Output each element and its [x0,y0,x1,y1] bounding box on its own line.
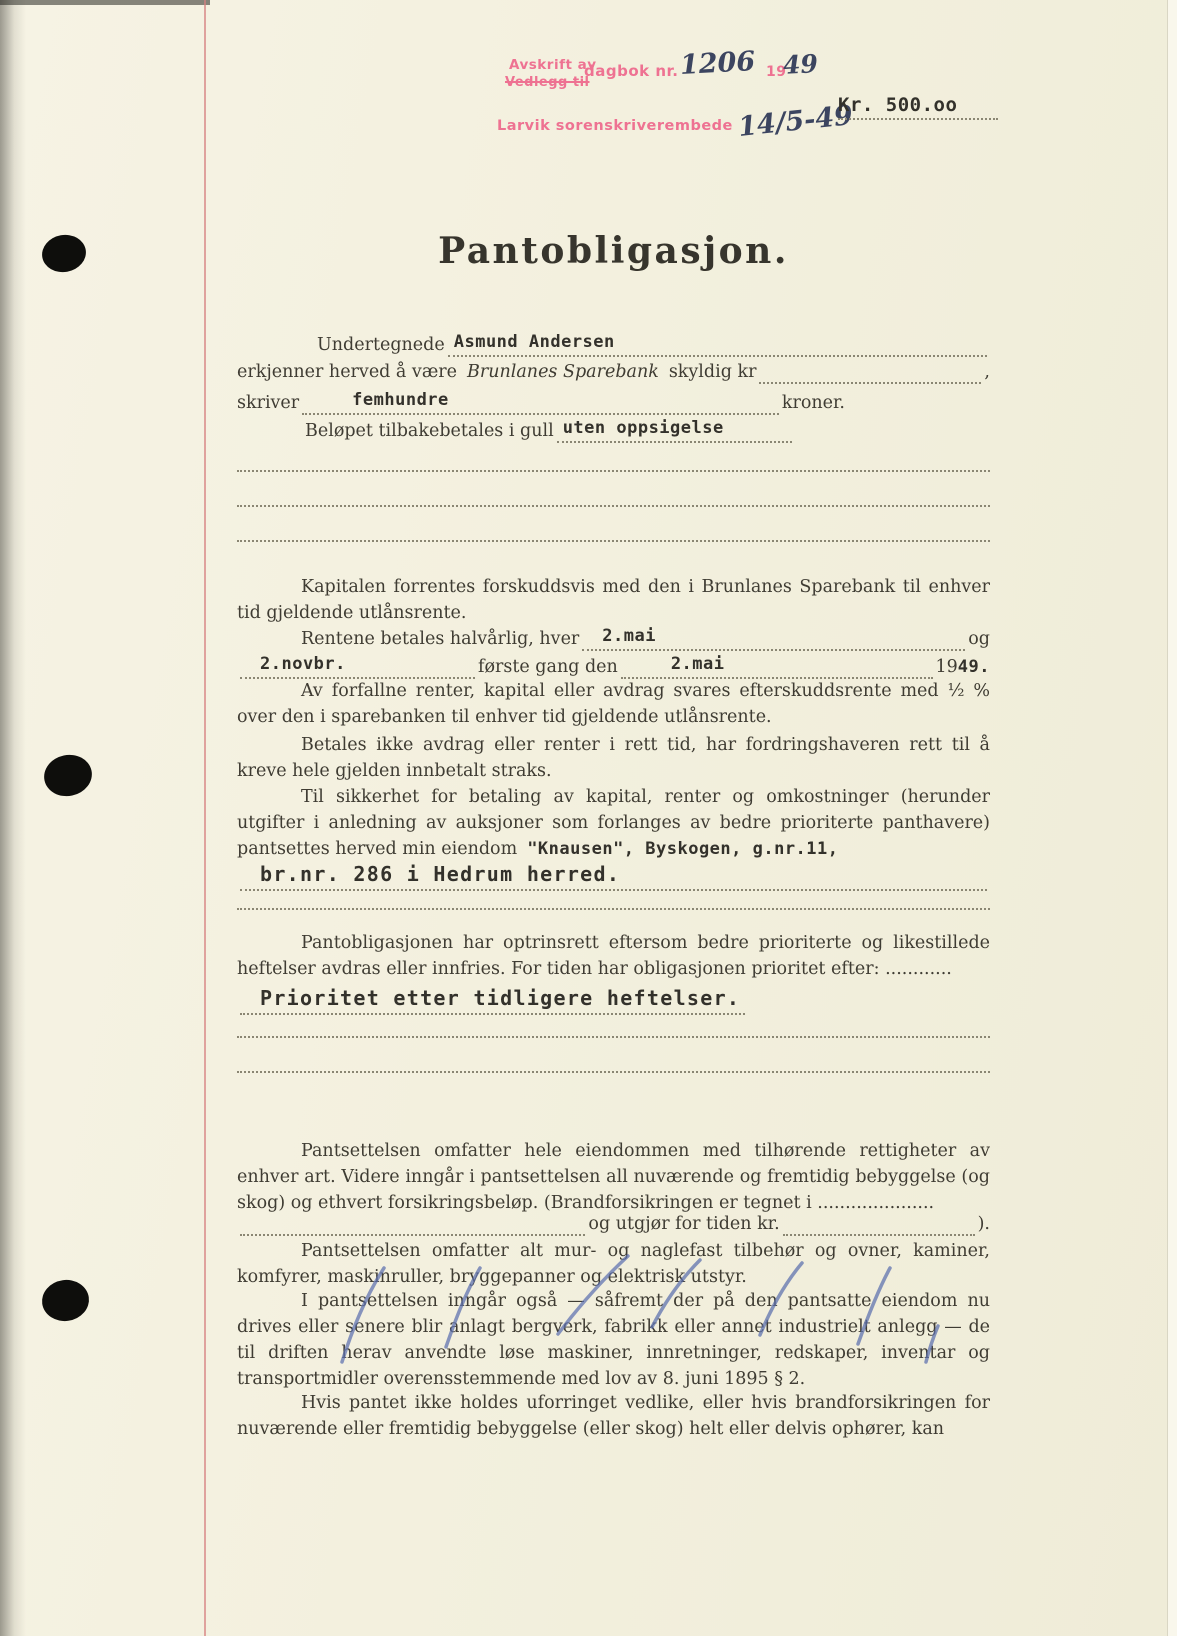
stamp-dagbok-label: dagbok nr. [584,62,679,80]
priority-field [240,986,745,1015]
stamp-office-name: Larvik sorenskriverembede [497,118,733,134]
skriver-label: skriver [237,393,300,413]
line-rentene [237,624,990,651]
sikkerhet-text: Til sikkerhet for betaling av kapital, renter og omkostninger (herunder utgifter i anledning av auksjoner som forlanges av bedre prioriterte panthavere) pantsettes herved min eiendom [237,787,990,859]
line-eiendom2 [237,862,990,891]
blank-dotted-line [237,1071,990,1073]
handwritten-year: 49 [782,49,819,80]
document-title: Pantobligasjon. [438,230,789,272]
page-right-edge [1167,0,1177,1636]
blank-dotted-line [237,540,990,542]
comma: , [984,362,990,382]
paragraph-omfatter1: Pantsettelsen omfatter hele eiendommen med tilhørende rettigheter av enhver art. Videre inngår i pantsettelsen all nuværende og fremtidig bebyggelse (og skog) og ethvert forsikringsbeløp. (Brandforsikringen er tegnet i ..................... [237,1141,990,1213]
erkjenner-label: erkjenner herved å være [237,362,457,382]
blank-dotted-line [237,908,990,910]
blank-dotted-line [237,505,990,507]
due-date-1: 2.mai [602,626,656,646]
blank-dotted-line [237,1036,990,1038]
debtor-name-field [448,330,987,357]
second-due-date-field [240,652,475,679]
page-left-edge-shadow [0,0,26,1636]
repayment-terms: uten oppsigelse [562,418,724,438]
punch-hole-middle [40,750,95,800]
forste-gang-label: første gang den [478,657,618,677]
paragraph-forfalne: Av forfallne renter, kapital eller avdrag svares efterskuddsrente med ½ % over den i sparebanken til enhver tid gjeldende utlånsrente. [237,681,990,727]
amount-line [838,94,998,120]
property-description-1: "Knausen", Byskogen, g.nr.11, [527,839,839,859]
handwritten-journal-number: 1206 [679,46,756,81]
stamp-avskrift: Avskrift av [509,57,597,73]
margin-rule [204,0,206,1636]
year-typed: 49. [957,657,990,677]
line-novbr [237,652,990,679]
kroner-label: kroner. [781,393,845,413]
rentene-label: Rentene betales halvårlig, hver [301,629,580,649]
paragraph-omfatter2: Pantsettelsen omfatter alt mur- og naglefast tilbehør og ovner, kaminer, komfyrer, maskinruller, bryggepanner og elektrisk utstyr. [237,1241,990,1287]
priority-typed: Prioritet etter tidligere heftelser. [260,986,741,1010]
line-prioritet [237,986,990,1015]
paragraph-kapitalen: Kapitalen forrentes forskuddsvis med den i Brunlanes Sparebank til enhver tid gjeldende utlånsrente. [237,577,990,623]
line-erkjenner [237,360,990,384]
blank-dotted-line [237,470,990,472]
page-top-edge [0,0,210,5]
year-printed-label: 19 [935,657,958,677]
line-skriver [237,388,990,415]
amount-words-field [302,388,779,415]
utgjor-label: og utgjør for tiden kr. [588,1214,780,1234]
line-belopet [237,416,990,443]
skyldig-label: skyldig kr [668,362,757,382]
insurance-dotted-lead [240,1233,585,1236]
amount-in-words: femhundre [352,390,449,410]
undertegnede-label: Undertegnede [317,335,445,355]
paragraph-sikkerhet [237,784,990,862]
belopet-label: Beløpet tilbakebetales i gull [305,421,554,441]
amount-typed: Kr. 500.oo [838,94,958,116]
paragraph-betales: Betales ikke avdrag eller renter i rett tid, har fordringshaveren rett til å kreve hele gjelden innbetalt straks. [237,735,990,781]
property-description-field [240,862,987,891]
repayment-terms-field [557,416,792,443]
paragraph-optrinsrett: Pantobligasjonen har optrinsrett eftersom bedre prioriterte og likestillede heftelser avdras eller innfries. For tiden har obligasjonen prioritet efter: ............ [237,933,990,979]
punch-hole-top [39,231,89,275]
first-due-date-field [582,624,965,651]
property-description-2: br.nr. 286 i Hedrum herred. [260,862,621,886]
stamp-year-printed: 19 [766,64,787,80]
paragraph-industri: I pantsettelsen inngår også — såfremt der på den pantsatte eiendom nu drives eller senere blir anlagt bergverk, fabrikk eller annet industrielt anlegg — de til driften herav anvendte løse maskiner, innretninger, redskaper, inventar og transportmidler overensstemmende med lov av 8. juni 1895 § 2. [237,1291,990,1389]
first-payment-date: 2.mai [670,654,725,674]
og-label: og [968,629,990,649]
due-date-2: 2.novbr. [260,654,346,674]
bank-name: Brunlanes Sparebank [467,362,659,382]
stamp-vedlegg-struck: Vedlegg til [505,75,590,90]
handwritten-date: 14/5-49 [736,100,855,143]
first-payment-date-field [621,652,933,679]
insurance-amount-field [783,1233,975,1236]
debtor-name: Asmund Andersen [453,332,615,352]
utgjor-close-paren: ). [977,1214,990,1234]
amount-dotted-field [759,381,981,384]
paragraph-vedlike: Hvis pantet ikke holdes uforringet vedlike, eller hvis brandforsikringen for nuværende eller fremtidig bebyggelse (eller skog) helt eller delvis ophører, kan [237,1393,990,1439]
line-utgjor [237,1212,990,1236]
punch-hole-bottom [39,1277,91,1324]
line-undertegnede [237,330,990,357]
